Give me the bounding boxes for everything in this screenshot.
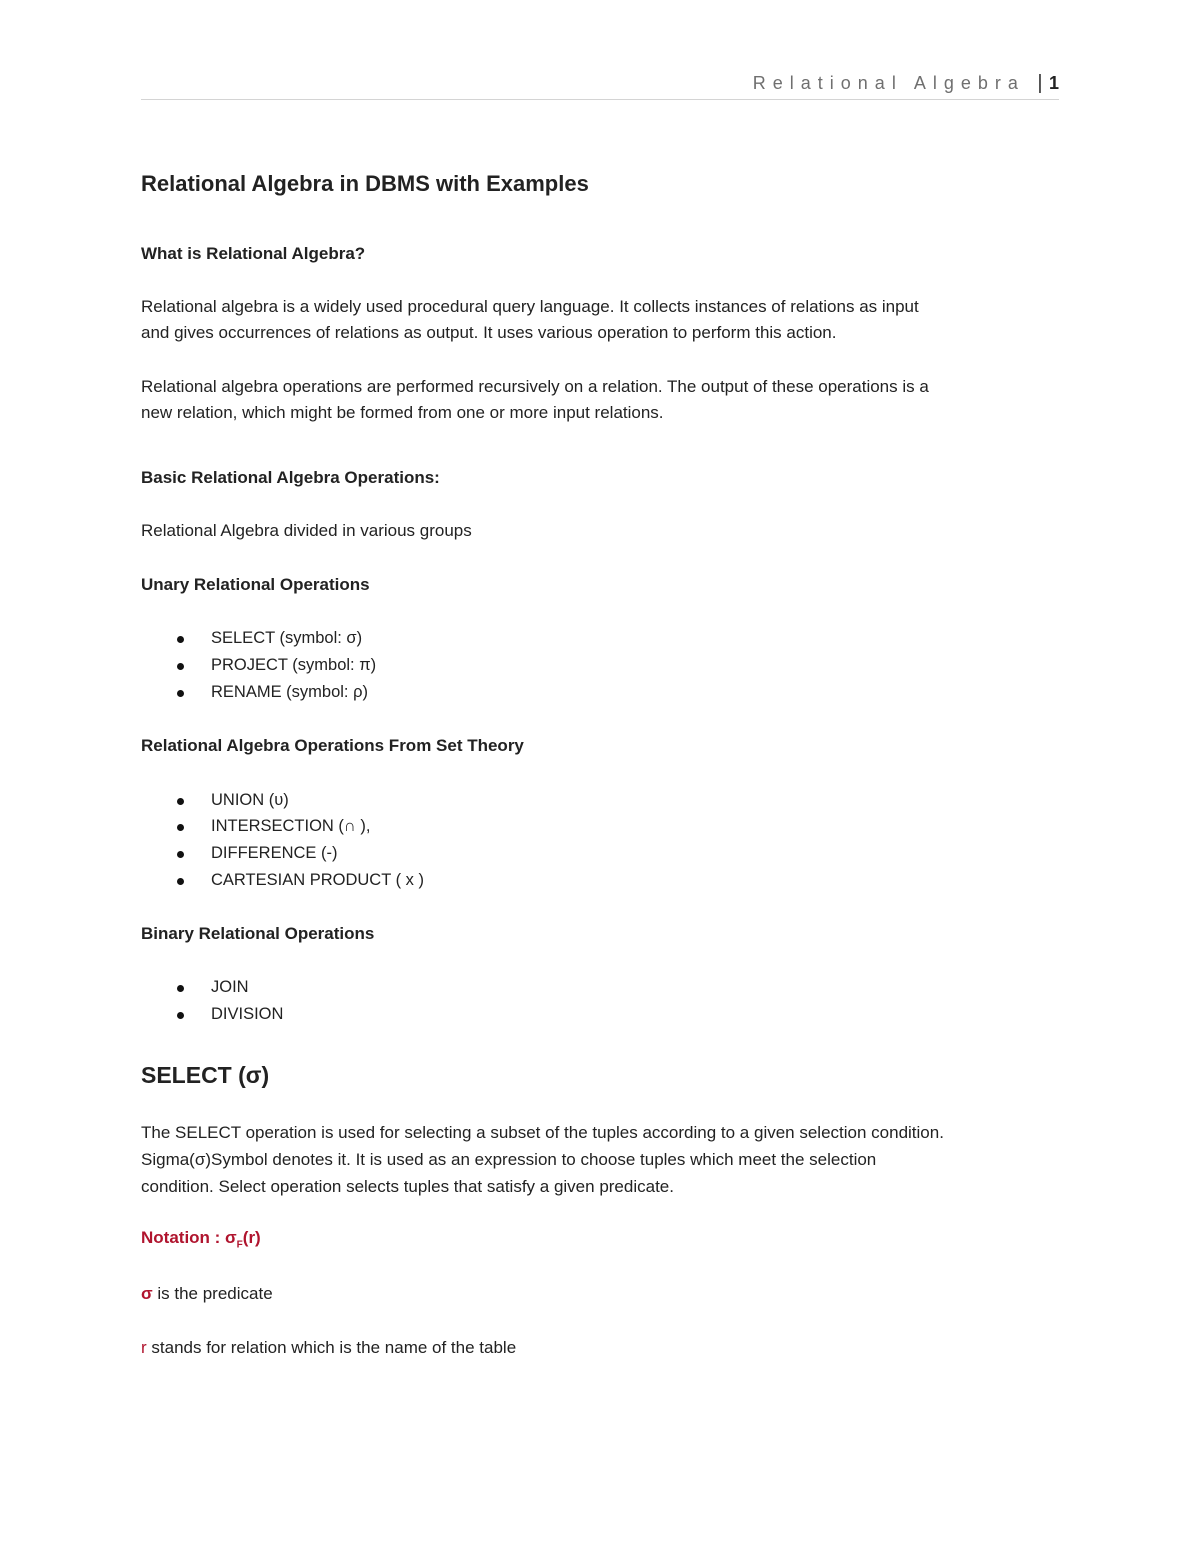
list-item: UNION (υ): [211, 791, 289, 809]
list-item: CARTESIAN PRODUCT ( x ): [211, 871, 424, 889]
r-definition: [141, 1335, 1059, 1361]
basic-ops-heading: Basic Relational Algebra Operations:: [141, 468, 440, 487]
list-item: DIVISION: [211, 1005, 284, 1023]
set-theory-heading: Relational Algebra Operations From Set Theory: [141, 736, 524, 755]
intro-paragraph: [141, 294, 1059, 346]
basic-ops-intro: Relational Algebra divided in various groups: [141, 521, 472, 540]
paragraph-line: Sigma(σ)Symbol denotes it. It is used as an expression to choose tuples which meet the selection: [141, 1150, 877, 1169]
operations-paragraph: [141, 374, 1059, 426]
header-title: Relational Algebra: [752, 73, 1025, 93]
sigma-symbol: σ: [141, 1284, 153, 1303]
page-number: 1: [1048, 73, 1059, 93]
page-header: [141, 72, 1059, 100]
what-is-heading: What is Relational Algebra?: [141, 244, 366, 263]
header-separator: |: [1037, 72, 1043, 94]
notation-subscript: F: [236, 1239, 243, 1251]
paragraph-line: new relation, which might be formed from one or more input relations.: [141, 403, 664, 422]
r-description: stands for relation which is the name of the table: [146, 1338, 517, 1357]
list-item: DIFFERENCE (-): [211, 844, 338, 862]
list-item: SELECT (symbol: σ): [211, 629, 363, 647]
document-title: Relational Algebra in DBMS with Examples: [141, 171, 589, 196]
select-heading: SELECT (σ): [141, 1062, 270, 1088]
notation-line: [141, 1228, 1059, 1250]
sigma-description: is the predicate: [152, 1284, 273, 1303]
select-paragraph: [141, 1120, 1059, 1200]
sigma-definition: [141, 1281, 1059, 1307]
list-item: PROJECT (symbol: π): [211, 656, 377, 674]
notation-argument: (r): [242, 1228, 261, 1247]
notation-label: Notation : σ: [141, 1228, 237, 1247]
r-symbol: r: [141, 1338, 147, 1357]
paragraph-line: condition. Select operation selects tuples that satisfy a given predicate.: [141, 1177, 674, 1196]
unary-heading: Unary Relational Operations: [141, 575, 370, 594]
paragraph-line: Relational algebra is a widely used procedural query language. It collects instances of relations as input: [141, 297, 919, 316]
paragraph-line: Relational algebra operations are performed recursively on a relation. The output of these operations is a: [141, 377, 929, 396]
binary-heading: Binary Relational Operations: [141, 924, 375, 943]
paragraph-line: and gives occurrences of relations as output. It uses various operation to perform this action.: [141, 323, 837, 342]
paragraph-line: The SELECT operation is used for selecting a subset of the tuples according to a given selection condition.: [141, 1123, 944, 1142]
list-item: JOIN: [211, 978, 249, 996]
list-item: RENAME (symbol: ρ): [211, 683, 368, 701]
list-item: INTERSECTION (∩ ),: [211, 817, 371, 835]
